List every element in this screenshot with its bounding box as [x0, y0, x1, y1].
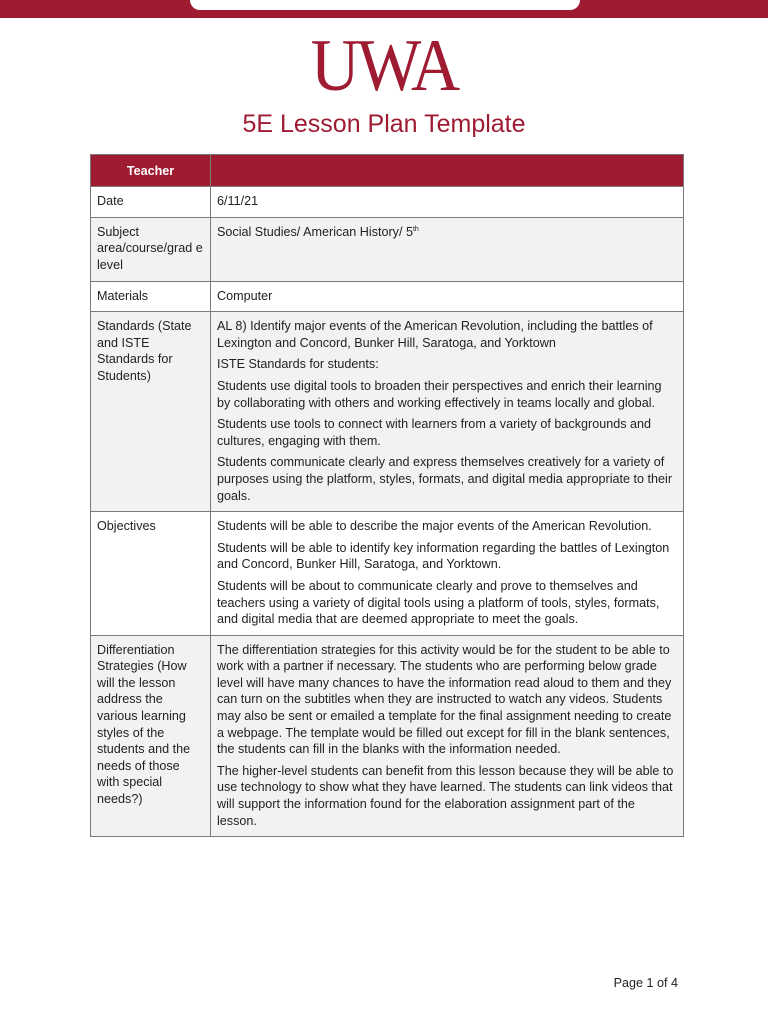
differentiation-paragraph: The differentiation strategies for this activity would be for the student to be able to work with a partner if necessary. The students who are performing below grade level will have many chances to have the information read aloud to them and they can turn on the subtitles when they are instructed to watch any videos. Students may also be sent or emailed a template for the final assignment needing to create a webpage. The template would be filled out except for fill in the blank sentences, the students can fill in the blanks with the information needed. — [217, 642, 672, 757]
page-number: Page 1 of 4 — [613, 976, 678, 990]
materials-label: Materials — [91, 281, 211, 312]
differentiation-value — [211, 635, 684, 837]
differentiation-label: Differentiation Strategies (How will the lesson address the various learning styles of the students and the needs of those with special needs?) — [91, 635, 211, 837]
standards-paragraph: Students use tools to connect with learners from a variety of backgrounds and cultures, engaging with them. — [217, 417, 652, 448]
materials-value: Computer — [211, 281, 684, 312]
standards-label: Standards (State and ISTE Standards for Students) — [91, 312, 211, 512]
differentiation-paragraph: The higher-level students can benefit from this lesson because they will be able to use technology to show what they have learned. The students can link videos that will support the information found for the elaboration assignment part of the lesson. — [217, 763, 674, 828]
date-row — [91, 187, 684, 218]
differentiation-row — [91, 635, 684, 837]
teacher-value — [211, 155, 684, 187]
objectives-row — [91, 512, 684, 636]
date-value: 6/11/21 — [211, 187, 684, 218]
subject-row — [91, 217, 684, 281]
lesson-plan-table — [90, 154, 684, 837]
standards-paragraph: ISTE Standards for students: — [217, 357, 379, 372]
standards-value — [211, 312, 684, 512]
top-banner-notch — [190, 0, 580, 10]
subject-grade-suffix: th — [412, 225, 419, 233]
materials-row — [91, 281, 684, 312]
subject-value: Social Studies/ American History/ 5 — [217, 224, 413, 239]
date-label: Date — [91, 187, 211, 218]
top-banner — [0, 0, 768, 18]
objectives-paragraph: Students will be able to describe the major events of the American Revolution. — [217, 519, 652, 534]
uwa-logo: UWA — [310, 25, 458, 107]
objectives-paragraph: Students will be able to identify key information regarding the battles of Lexington and Concord, Bunker Hill, Saratoga, and Yorktown. — [217, 540, 670, 572]
objectives-label: Objectives — [91, 512, 211, 636]
page-title: 5E Lesson Plan Template — [242, 110, 526, 138]
standards-paragraph: Students use digital tools to broaden their perspectives and enrich their learning by collaborating with others and working effectively in teams locally and global. — [217, 378, 662, 410]
objectives-value — [211, 512, 684, 636]
teacher-label: Teacher — [91, 155, 211, 187]
subject-value-cell — [211, 217, 684, 281]
objectives-paragraph: Students will be about to communicate clearly and prove to themselves and teachers using a variety of digital tools using a platform of tools, styles, formats, and digital media that are deemed appropriate to meet the goals. — [217, 578, 660, 627]
teacher-row — [91, 155, 684, 187]
standards-row — [91, 312, 684, 512]
standards-paragraph: Students communicate clearly and express themselves creatively for a variety of purposes using the platform, styles, formats, and digital media appropriate to their goals. — [217, 455, 673, 503]
standards-paragraph: AL 8) Identify major events of the American Revolution, including the battles of Lexington and Concord, Bunker Hill, Saratoga, and Yorktown — [217, 319, 653, 350]
subject-label: Subject area/course/grad e level — [91, 217, 211, 281]
